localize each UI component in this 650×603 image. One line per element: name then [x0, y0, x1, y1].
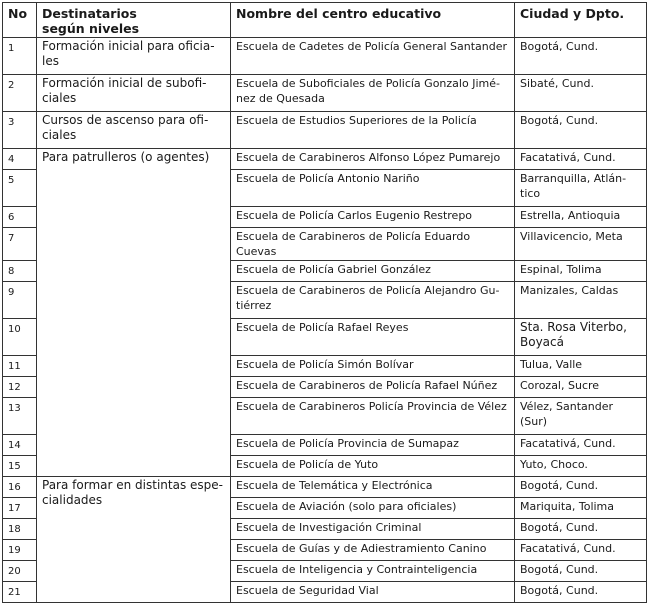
- city-dept: Corozal, Sucre: [515, 377, 647, 398]
- group-especialidades: Para formar en distintas espe-cialidades: [37, 477, 231, 603]
- group-suboficiales: Formación inicial de subofi-ciales: [37, 75, 231, 112]
- school-name: Escuela de Carabineros de Policía Eduardo Cuevas: [231, 228, 515, 261]
- city-dept: Barranquilla, Atlán-tico: [515, 170, 647, 207]
- row-number: 18: [3, 519, 37, 540]
- school-name: Escuela de Policía Gabriel González: [231, 261, 515, 282]
- header-school: Nombre del centro educativo: [231, 3, 515, 38]
- school-name: Escuela de Carabineros de Policía Alejandro Gu-tiérrez: [231, 282, 515, 319]
- city-dept: Facatativá, Cund.: [515, 149, 647, 170]
- school-name: Escuela de Guías y de Adiestramiento Canino: [231, 540, 515, 561]
- row-number: 8: [3, 261, 37, 282]
- city-dept: Bogotá, Cund.: [515, 112, 647, 149]
- school-name: Escuela de Policía de Yuto: [231, 456, 515, 477]
- row-number: 11: [3, 356, 37, 377]
- school-name: Escuela de Estudios Superiores de la Policía: [231, 112, 515, 149]
- city-dept: Espinal, Tolima: [515, 261, 647, 282]
- group-oficiales: Formación inicial para oficia-les: [37, 38, 231, 75]
- city-dept: Estrella, Antioquia: [515, 207, 647, 228]
- row-number: 2: [3, 75, 37, 112]
- row-number: 3: [3, 112, 37, 149]
- row-number: 6: [3, 207, 37, 228]
- city-dept: Tulua, Valle: [515, 356, 647, 377]
- row-number: 16: [3, 477, 37, 498]
- row-number: 10: [3, 319, 37, 356]
- city-dept: Sta. Rosa Viterbo, Boyacá: [515, 319, 647, 356]
- school-name: Escuela de Policía Simón Bolívar: [231, 356, 515, 377]
- school-name: Escuela de Policía Rafael Reyes: [231, 319, 515, 356]
- row-number: 20: [3, 561, 37, 582]
- city-dept: Bogotá, Cund.: [515, 561, 647, 582]
- table-row: [3, 477, 647, 498]
- city-dept: Bogotá, Cund.: [515, 519, 647, 540]
- row-number: 17: [3, 498, 37, 519]
- header-row: [3, 3, 647, 38]
- city-dept: Vélez, Santander (Sur): [515, 398, 647, 435]
- city-dept: Bogotá, Cund.: [515, 477, 647, 498]
- school-name: Escuela de Telemática y Electrónica: [231, 477, 515, 498]
- row-number: 13: [3, 398, 37, 435]
- row-number: 12: [3, 377, 37, 398]
- header-destinatarios-line2: según niveles: [42, 21, 140, 36]
- school-name: Escuela de Suboficiales de Policía Gonzalo Jimé-nez de Quesada: [231, 75, 515, 112]
- city-dept: Villavicencio, Meta: [515, 228, 647, 261]
- row-number: 7: [3, 228, 37, 261]
- row-number: 4: [3, 149, 37, 170]
- city-dept: Facatativá, Cund.: [515, 435, 647, 456]
- city-dept: Bogotá, Cund.: [515, 38, 647, 75]
- school-name: Escuela de Carabineros de Policía Rafael Núñez: [231, 377, 515, 398]
- city-dept: Manizales, Caldas: [515, 282, 647, 319]
- row-number: 1: [3, 38, 37, 75]
- table-row: [3, 38, 647, 75]
- school-name: Escuela de Investigación Criminal: [231, 519, 515, 540]
- school-name: Escuela de Carabineros Alfonso López Pumarejo: [231, 149, 515, 170]
- row-number: 15: [3, 456, 37, 477]
- school-name: Escuela de Seguridad Vial: [231, 582, 515, 603]
- table-row: [3, 149, 647, 170]
- school-name: Escuela de Policía Provincia de Sumapaz: [231, 435, 515, 456]
- school-name: Escuela de Policía Antonio Nariño: [231, 170, 515, 207]
- schools-table: [2, 2, 647, 603]
- group-ascenso: Cursos de ascenso para ofi-ciales: [37, 112, 231, 149]
- city-dept: Facatativá, Cund.: [515, 540, 647, 561]
- header-no: No: [3, 3, 37, 38]
- row-number: 9: [3, 282, 37, 319]
- school-name: Escuela de Inteligencia y Contrainteligencia: [231, 561, 515, 582]
- city-dept: Mariquita, Tolima: [515, 498, 647, 519]
- row-number: 19: [3, 540, 37, 561]
- city-dept: Yuto, Choco.: [515, 456, 647, 477]
- school-name: Escuela de Carabineros Policía Provincia de Vélez: [231, 398, 515, 435]
- school-name: Escuela de Policía Carlos Eugenio Restrepo: [231, 207, 515, 228]
- row-number: 14: [3, 435, 37, 456]
- table-row: [3, 75, 647, 112]
- header-city: Ciudad y Dpto.: [515, 3, 647, 38]
- table-row: [3, 112, 647, 149]
- header-destinatarios-line1: Destinatarios: [42, 6, 137, 21]
- header-destinatarios: [37, 3, 231, 38]
- school-name: Escuela de Cadetes de Policía General Santander: [231, 38, 515, 75]
- school-name: Escuela de Aviación (solo para oficiales): [231, 498, 515, 519]
- city-dept: Bogotá, Cund.: [515, 582, 647, 603]
- group-patrulleros: Para patrulleros (o agentes): [37, 149, 231, 477]
- row-number: 21: [3, 582, 37, 603]
- row-number: 5: [3, 170, 37, 207]
- city-dept: Sibaté, Cund.: [515, 75, 647, 112]
